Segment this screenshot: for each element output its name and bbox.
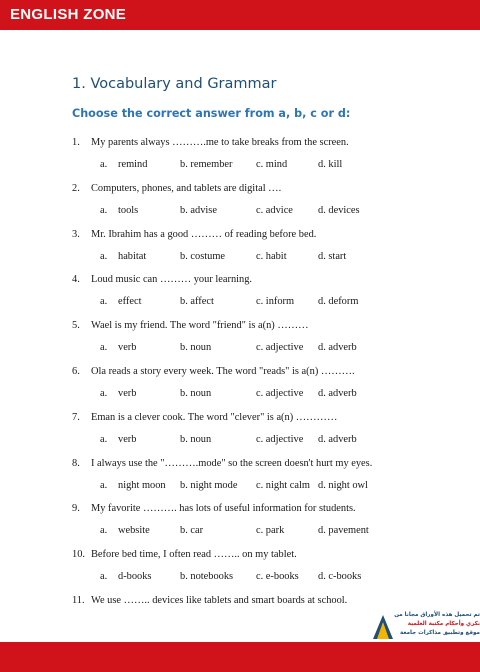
question-text: Loud music can ……… your learning. xyxy=(91,274,253,286)
question-text: Before bed time, I often read …….. on my tablet. xyxy=(91,549,297,561)
option-text: d. night owl xyxy=(318,479,368,491)
triangle-logo-icon xyxy=(372,614,394,640)
question-text: We use …….. devices like tablets and smart boards at school. xyxy=(91,595,348,606)
option-text: c. advice xyxy=(256,204,293,216)
option-text: d. start xyxy=(318,250,347,262)
header-title: ENGLISH ZONE xyxy=(10,6,127,23)
question-number: 6. xyxy=(72,366,80,377)
option-text: effect xyxy=(118,296,142,308)
option-text: b. notebooks xyxy=(180,571,234,583)
option-letter: a. xyxy=(100,571,108,583)
option-text: c. habit xyxy=(256,250,287,262)
answer-option[interactable] xyxy=(180,434,211,445)
question-number: 9. xyxy=(72,503,80,515)
question-item xyxy=(0,183,480,229)
answer-option[interactable] xyxy=(100,251,146,262)
option-text: b. advise xyxy=(180,204,217,216)
option-text: night moon xyxy=(118,479,166,491)
answer-option[interactable] xyxy=(256,434,303,445)
answer-option[interactable] xyxy=(318,480,368,491)
option-text: b. car xyxy=(180,525,204,537)
question-item xyxy=(0,137,480,183)
answer-option[interactable] xyxy=(256,251,287,262)
option-text: website xyxy=(118,525,150,537)
question-item xyxy=(0,503,480,549)
question-text: Mr. Ibrahim has a good ……… of reading before bed. xyxy=(91,228,317,240)
answer-option[interactable] xyxy=(256,296,294,307)
question-text: Computers, phones, and tablets are digital …. xyxy=(91,182,282,194)
option-text: b. night mode xyxy=(180,479,238,491)
option-text: d. adverb xyxy=(318,433,357,445)
option-text: d. pavement xyxy=(318,525,369,537)
answer-option[interactable] xyxy=(100,525,150,536)
option-text: c. night calm xyxy=(256,479,310,491)
instruction-text: Choose the correct answer from a, b, c or d: xyxy=(72,107,351,120)
answer-option[interactable] xyxy=(180,251,225,262)
answer-option[interactable] xyxy=(180,159,233,170)
question-text: My favorite ………. has lots of useful information for students. xyxy=(91,503,356,515)
option-text: c. mind xyxy=(256,159,288,170)
answer-option[interactable] xyxy=(256,159,287,170)
option-text: b. remember xyxy=(180,159,233,170)
option-text: d. deform xyxy=(318,296,359,308)
option-letter: a. xyxy=(100,388,108,399)
option-text: c. e-books xyxy=(256,571,299,583)
question-text: Wael is my friend. The word "friend" is a(n) ……… xyxy=(91,320,309,332)
option-text: c. adjective xyxy=(256,342,304,354)
option-text: d-books xyxy=(118,571,152,583)
answer-option[interactable] xyxy=(180,388,211,399)
question-number: 8. xyxy=(72,457,80,469)
option-text: b. noun xyxy=(180,342,212,354)
question-item xyxy=(0,412,480,458)
option-text: b. affect xyxy=(180,296,214,308)
option-letter: a. xyxy=(100,525,108,537)
question-number: 5. xyxy=(72,320,80,332)
option-text: verb xyxy=(118,433,137,445)
answer-option[interactable] xyxy=(256,525,284,536)
option-letter: a. xyxy=(100,342,108,354)
option-text: verb xyxy=(118,342,137,354)
question-item xyxy=(0,366,480,412)
option-text: d. devices xyxy=(318,204,360,216)
question-text: Eman is a clever cook. The word "clever" is a(n) ………… xyxy=(91,411,338,423)
answer-option[interactable] xyxy=(100,571,151,582)
answer-option[interactable] xyxy=(318,525,369,536)
option-text: c. adjective xyxy=(256,433,304,445)
question-number: 1. xyxy=(72,137,80,148)
publisher-logo xyxy=(372,612,480,640)
answer-option[interactable] xyxy=(180,480,237,491)
logo-line-2: نكري وأحكام مكتبة العلمية xyxy=(407,621,480,627)
option-letter: a. xyxy=(100,296,108,308)
option-letter: a. xyxy=(100,479,108,491)
answer-option[interactable] xyxy=(100,342,136,353)
question-text: I always use the "……….mode" so the screen doesn't hurt my eyes. xyxy=(91,457,373,469)
question-number: 11. xyxy=(72,595,85,606)
answer-option[interactable] xyxy=(100,296,141,307)
option-text: d. adverb xyxy=(318,388,357,399)
option-text: c. inform xyxy=(256,296,295,308)
answer-option[interactable] xyxy=(256,388,303,399)
answer-option[interactable] xyxy=(100,388,136,399)
answer-option[interactable] xyxy=(180,205,217,216)
option-letter: a. xyxy=(100,250,108,262)
option-text: tools xyxy=(118,204,139,216)
option-text: remind xyxy=(118,159,148,170)
option-letter: a. xyxy=(100,433,108,445)
answer-option[interactable] xyxy=(256,342,303,353)
question-number: 7. xyxy=(72,411,80,423)
answer-option[interactable] xyxy=(318,388,357,399)
section-title: 1. Vocabulary and Grammar xyxy=(72,76,277,92)
option-text: d. kill xyxy=(318,159,343,170)
option-text: habitat xyxy=(118,250,147,262)
answer-option[interactable] xyxy=(180,571,233,582)
header-bar xyxy=(0,0,480,30)
answer-option[interactable] xyxy=(318,251,346,262)
answer-option[interactable] xyxy=(318,434,357,445)
option-text: d. adverb xyxy=(318,342,357,354)
option-text: verb xyxy=(118,388,137,399)
question-number: 10. xyxy=(72,549,85,561)
option-letter: a. xyxy=(100,204,108,216)
answer-option[interactable] xyxy=(256,571,299,582)
answer-option[interactable] xyxy=(180,525,203,536)
option-text: b. noun xyxy=(180,388,212,399)
answer-option[interactable] xyxy=(100,205,138,216)
question-text: Ola reads a story every week. The word "reads" is a(n) ………. xyxy=(91,366,355,377)
answer-option[interactable] xyxy=(100,159,147,170)
answer-option[interactable] xyxy=(318,159,342,170)
answer-option[interactable] xyxy=(100,480,166,491)
option-text: c. park xyxy=(256,525,285,537)
question-item xyxy=(0,458,480,504)
logo-line-1: تم تحميل هذه الأوراق مجانا من xyxy=(394,612,480,618)
option-text: b. noun xyxy=(180,433,212,445)
question-number: 3. xyxy=(72,228,80,240)
question-item xyxy=(0,274,480,320)
option-text: c. adjective xyxy=(256,388,304,399)
question-item xyxy=(0,229,480,275)
question-text: My parents always ……….me to take breaks from the screen. xyxy=(91,137,349,148)
option-text: d. c-books xyxy=(318,571,362,583)
answer-option[interactable] xyxy=(100,434,136,445)
answer-option[interactable] xyxy=(256,205,293,216)
question-number: 2. xyxy=(72,182,80,194)
question-item xyxy=(0,549,480,595)
answer-option[interactable] xyxy=(318,205,360,216)
answer-option[interactable] xyxy=(180,296,214,307)
answer-option[interactable] xyxy=(180,342,211,353)
option-text: b. costume xyxy=(180,250,226,262)
footer-bar xyxy=(0,642,480,672)
answer-option[interactable] xyxy=(256,480,310,491)
question-number: 4. xyxy=(72,274,80,286)
answer-option[interactable] xyxy=(318,342,357,353)
question-item xyxy=(0,320,480,366)
logo-line-3: موقع وتطبيق مذاكرات جامعة xyxy=(400,630,480,636)
answer-option[interactable] xyxy=(318,296,358,307)
answer-option[interactable] xyxy=(318,571,361,582)
option-letter: a. xyxy=(100,159,108,170)
